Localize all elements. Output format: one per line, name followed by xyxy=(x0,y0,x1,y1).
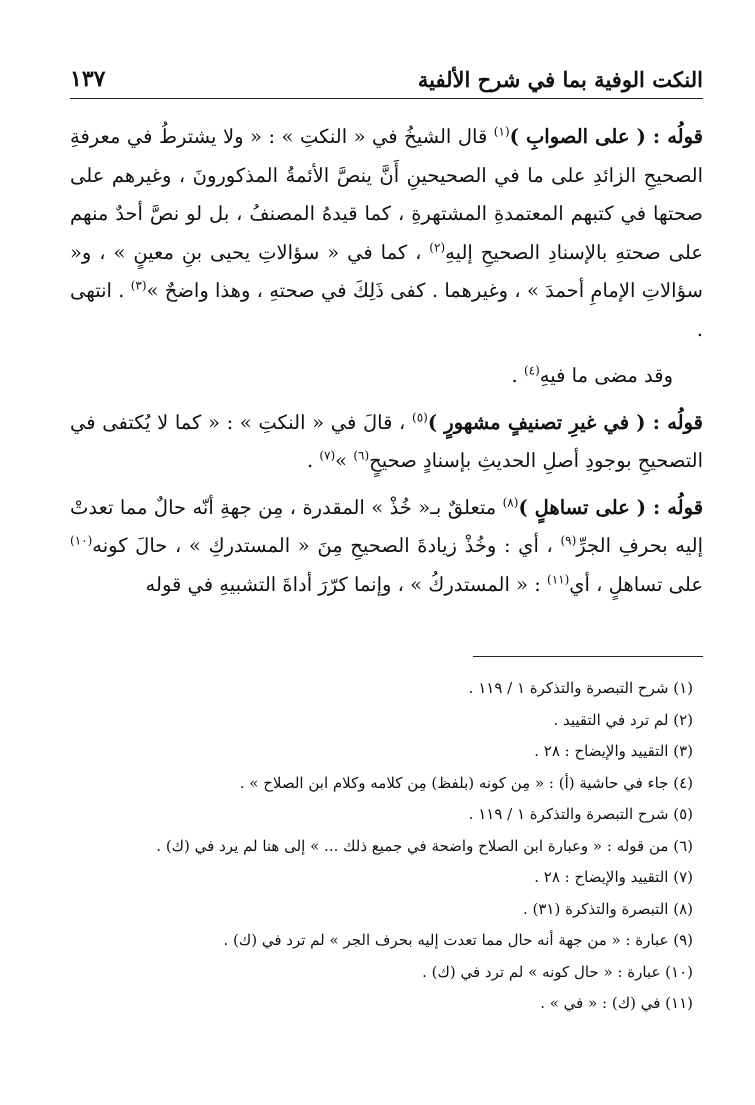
footnote-item: (٥) شرح التبصرة والتذكرة ١ / ١١٩ . xyxy=(468,805,693,823)
paragraph xyxy=(70,357,703,396)
text-run: » xyxy=(335,449,354,472)
footnote-marker: (٣) xyxy=(130,278,147,293)
text-run: . xyxy=(306,449,320,472)
footnote-marker: (٥) xyxy=(412,410,428,424)
footnotes xyxy=(70,673,693,1020)
footnote-item: (١٠) عبارة : « حال كونه » لم ترد في (ك) . xyxy=(422,962,693,981)
footnote-item: (١١) في (ك) : « في » . xyxy=(540,994,693,1012)
footnote-item: (٧) التقييد والإيضاح : ٢٨ . xyxy=(534,868,693,886)
footnote-marker: (٢) xyxy=(429,240,446,254)
footnote-marker: (١١) xyxy=(547,572,570,586)
paragraph-lead: قولُه : ( على الصوابِ ) xyxy=(509,125,703,148)
footnote-marker: (١) xyxy=(493,124,510,139)
page-number: ١٣٧ xyxy=(70,66,106,92)
footnote-marker: (٧) xyxy=(319,448,336,463)
footnote-item: (٦) من قوله : « وعبارة ابن الصلاح واضحة في جميع ذلك ... » إلى هنا لم يرد في (ك) . xyxy=(156,836,693,855)
text-run: ، كما في « سؤالاتِ يحيى بنِ معينٍ » ، و« سؤالاتِ الإمامِ أحمدَ » ، وغيرهما . كفى ذَلِكَ في صحتهِ ، وهذا واضحٌ » xyxy=(70,240,703,302)
text-run: على تساهلٍ ، أي xyxy=(569,572,703,596)
text-run: . xyxy=(511,364,524,387)
footnote-marker: (١٠) xyxy=(70,533,93,548)
running-title: النكت الوفية بما في شرح الألفية xyxy=(417,67,703,92)
text-run: : « المستدركُ » ، وإنما كرّرَ أداةَ التشبيهِ في قوله xyxy=(145,572,547,596)
text-run: . انتهى . xyxy=(70,279,703,341)
footnote-item: (٨) التبصرة والتذكرة (٣١) . xyxy=(522,899,693,918)
main-text xyxy=(70,118,703,604)
paragraph-lead: قولُه : ( في غيرِ تصنيفٍ مشهورٍ ) xyxy=(427,410,703,434)
text-run: ، أي : وخُذْ زيادةَ الصحيحِ مِنَ « المستدركِ » ، حالَ كونه xyxy=(92,534,561,557)
paragraph-lead: قولُه : ( على تساهلٍ ) xyxy=(518,495,704,519)
footnote-marker: (٦) xyxy=(353,448,370,463)
footnote-marker: (٤) xyxy=(523,363,540,378)
footnote-item: (٤) جاء في حاشية (أ) : « مِن كونه (بلفظ) مِن كلامه وكلام ابن الصلاح » . xyxy=(239,773,693,792)
footnote-marker: (٨) xyxy=(502,495,519,509)
text-run: قال الشيخُ في « النكتِ » : « ولا يشترطُ في معرفةِ الصحيحِ الزائدِ على ما في الصحيحينِ أَنَّ ينصَّ الأئمةُ المذكورونَ ، وغيرهم على صحتها في كتبهم المعتمدةِ المشتهرةِ ، كما قيدهُ المصنفُ ، بل لو نصَّ أحدٌ منهم على صحتهِ بالإسنادِ الصحيحِ إليهِ xyxy=(70,125,703,264)
footnote-marker: (٩) xyxy=(560,533,577,548)
text-run: وقد مضى ما فيهِ xyxy=(539,364,673,387)
footnote-separator xyxy=(473,656,703,657)
footnote-item: (٢) لم ترد في التقييد . xyxy=(553,710,693,729)
footnote-item: (٣) التقييد والإيضاح : ٢٨ . xyxy=(534,742,693,760)
text-run: متعلقٌ بـ« خُذْ » المقدرة ، مِن جهةِ أنّه حالٌ مما تعدتْ إليه بحرفِ الجرِّ xyxy=(70,495,703,557)
paragraph xyxy=(70,404,703,481)
footnote-item: (٩) عبارة : « من جهة أنه حال مما تعدت إليه بحرف الجر » لم ترد في (ك) . xyxy=(223,931,693,949)
footnote-item: (١) شرح التبصرة والتذكرة ١ / ١١٩ . xyxy=(468,679,693,697)
text-run: ، قالَ في « النكتِ » : « كما لا يُكتفى في التصحيحِ بوجودِ أصلِ الحديثِ بإسنادٍ صحيحٍ xyxy=(70,410,703,472)
paragraph xyxy=(70,118,703,349)
paragraph xyxy=(70,489,703,605)
running-header xyxy=(70,58,703,99)
